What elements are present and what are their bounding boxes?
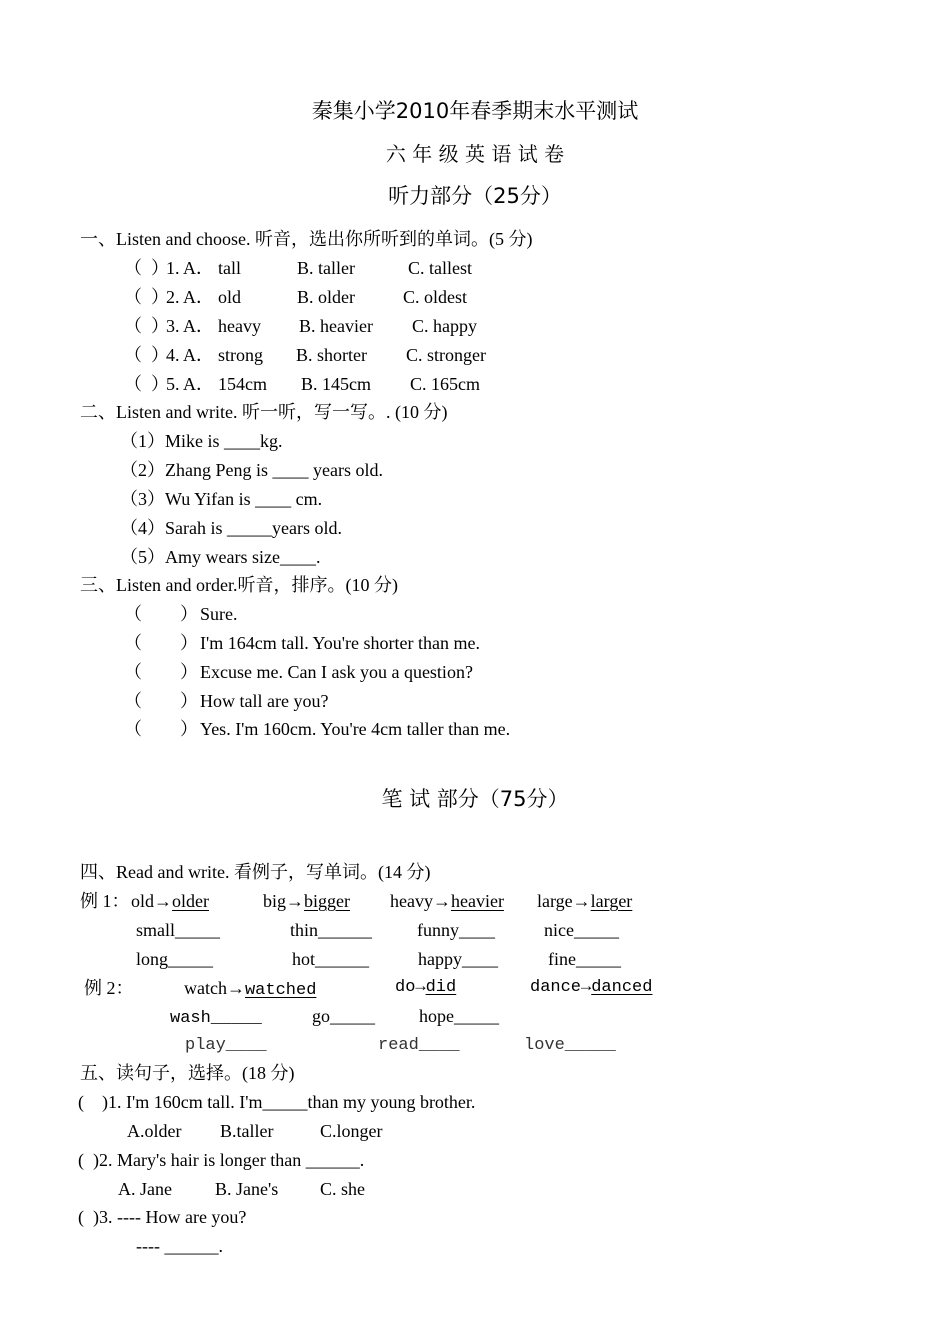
order-close-bracket: ） xyxy=(180,633,198,653)
order-open-bracket: （ xyxy=(124,691,142,711)
question-3: ( )3. ---- How are you? xyxy=(78,1207,247,1227)
order-close-bracket: ） xyxy=(180,604,198,624)
written-part-title: 笔 试 部分（75分） xyxy=(381,787,569,811)
question-2-option: B. Jane's xyxy=(215,1179,279,1199)
fill-word: hope_____ xyxy=(419,1006,499,1026)
fill-word: go_____ xyxy=(312,1006,375,1026)
fill-word: thin______ xyxy=(290,920,373,940)
section-1-heading: 一、Listen and choose. 听音，选出你所听到的单词。(5 分) xyxy=(80,229,533,249)
question-2-option: A. Jane xyxy=(118,1179,172,1199)
choice-b: B. shorter xyxy=(296,345,367,365)
order-sentence: Yes. I'm 160cm. You're 4cm taller than me. xyxy=(200,719,511,739)
example-word: large→larger xyxy=(537,891,633,911)
fill-word: hot______ xyxy=(292,949,370,969)
question-2-option: C. she xyxy=(320,1179,365,1199)
choice-a: heavy xyxy=(218,316,261,336)
section-3-heading: 三、Listen and order.听音，排序。(10 分) xyxy=(80,575,398,595)
section-4-heading: 四、Read and write. 看例子，写单词。(14 分) xyxy=(80,862,431,882)
choice-bracket: （ ） xyxy=(124,258,169,278)
question-2: ( )2. Mary's hair is longer than ______. xyxy=(78,1150,365,1170)
write-item: （3）Wu Yifan is ____ cm. xyxy=(120,489,323,509)
fill-word: love_____ xyxy=(524,1036,616,1055)
question-1: ( )1. I'm 160cm tall. I'm_____than my young brother. xyxy=(78,1092,476,1112)
choice-a: 154cm xyxy=(218,374,267,394)
choice-b: B. older xyxy=(297,287,355,307)
section-2-heading: 二、Listen and write. 听一听，写一写。. (10 分) xyxy=(80,402,448,422)
choice-bracket: （ ） xyxy=(124,287,169,307)
example-word: big→bigger xyxy=(263,891,350,911)
choice-a: strong xyxy=(218,345,263,365)
choice-b: B. taller xyxy=(297,258,355,278)
question-1-option: C.longer xyxy=(320,1121,383,1141)
write-item: （1）Mike is ____kg. xyxy=(120,431,283,451)
choice-bracket: （ ） xyxy=(124,345,169,365)
write-item: （4）Sarah is _____years old. xyxy=(120,518,342,538)
exam-title: 秦集小学2010年春季期末水平测试 xyxy=(311,99,639,123)
example-word: heavy→heavier xyxy=(390,891,504,911)
choice-b: B. heavier xyxy=(299,316,373,336)
order-sentence: Sure. xyxy=(200,604,238,624)
choice-number: 5. A． xyxy=(166,374,215,394)
fill-word: funny____ xyxy=(417,920,495,940)
fill-word: happy____ xyxy=(418,949,498,969)
write-item: （2）Zhang Peng is ____ years old. xyxy=(120,460,383,480)
example-word: dance→danced xyxy=(530,978,653,997)
choice-bracket: （ ） xyxy=(124,374,169,394)
fill-word: long_____ xyxy=(136,949,214,969)
fill-word: play____ xyxy=(185,1036,267,1055)
order-open-bracket: （ xyxy=(124,604,142,624)
question-1-option: B.taller xyxy=(220,1121,274,1141)
choice-c: C. tallest xyxy=(408,258,472,278)
order-close-bracket: ） xyxy=(180,691,198,711)
example-word: watch→watched xyxy=(184,978,317,1000)
choice-number: 1. A． xyxy=(166,258,215,278)
section-5-heading: 五、读句子，选择。(18 分) xyxy=(80,1063,295,1083)
order-close-bracket: ） xyxy=(180,719,198,739)
order-sentence: Excuse me. Can I ask you a question? xyxy=(200,662,473,682)
question-1-option: A.older xyxy=(127,1121,182,1141)
order-open-bracket: （ xyxy=(124,662,142,682)
example-1-label: 例 1： xyxy=(80,891,130,911)
choice-c: C. oldest xyxy=(403,287,468,307)
order-sentence: I'm 164cm tall. You're shorter than me. xyxy=(200,633,480,653)
example-word: do→did xyxy=(395,978,457,997)
choice-number: 4. A． xyxy=(166,345,215,365)
order-sentence: How tall are you? xyxy=(200,691,329,711)
order-open-bracket: （ xyxy=(124,719,142,739)
fill-word: nice_____ xyxy=(544,920,619,940)
order-open-bracket: （ xyxy=(124,633,142,653)
fill-word: read____ xyxy=(378,1036,460,1055)
example-2-label: 例 2： xyxy=(84,978,134,998)
listening-part-title: 听力部分（25分） xyxy=(388,184,562,208)
write-item: （5）Amy wears size____. xyxy=(120,547,321,567)
choice-c: C. happy xyxy=(412,316,477,336)
choice-c: C. 165cm xyxy=(410,374,480,394)
fill-word: small_____ xyxy=(136,920,220,940)
choice-number: 2. A． xyxy=(166,287,215,307)
example-word: old→older xyxy=(131,891,209,911)
choice-number: 3. A． xyxy=(166,316,215,336)
order-close-bracket: ） xyxy=(180,662,198,682)
fill-word: fine_____ xyxy=(548,949,621,969)
question-3-answer-line: ---- ______. xyxy=(136,1236,223,1256)
choice-b: B. 145cm xyxy=(301,374,371,394)
fill-word: wash_____ xyxy=(170,1009,262,1028)
choice-c: C. stronger xyxy=(406,345,486,365)
choice-bracket: （ ） xyxy=(124,316,169,336)
exam-subtitle: 六 年 级 英 语 试 卷 xyxy=(385,142,565,166)
choice-a: tall xyxy=(218,258,241,278)
choice-a: old xyxy=(218,287,242,307)
